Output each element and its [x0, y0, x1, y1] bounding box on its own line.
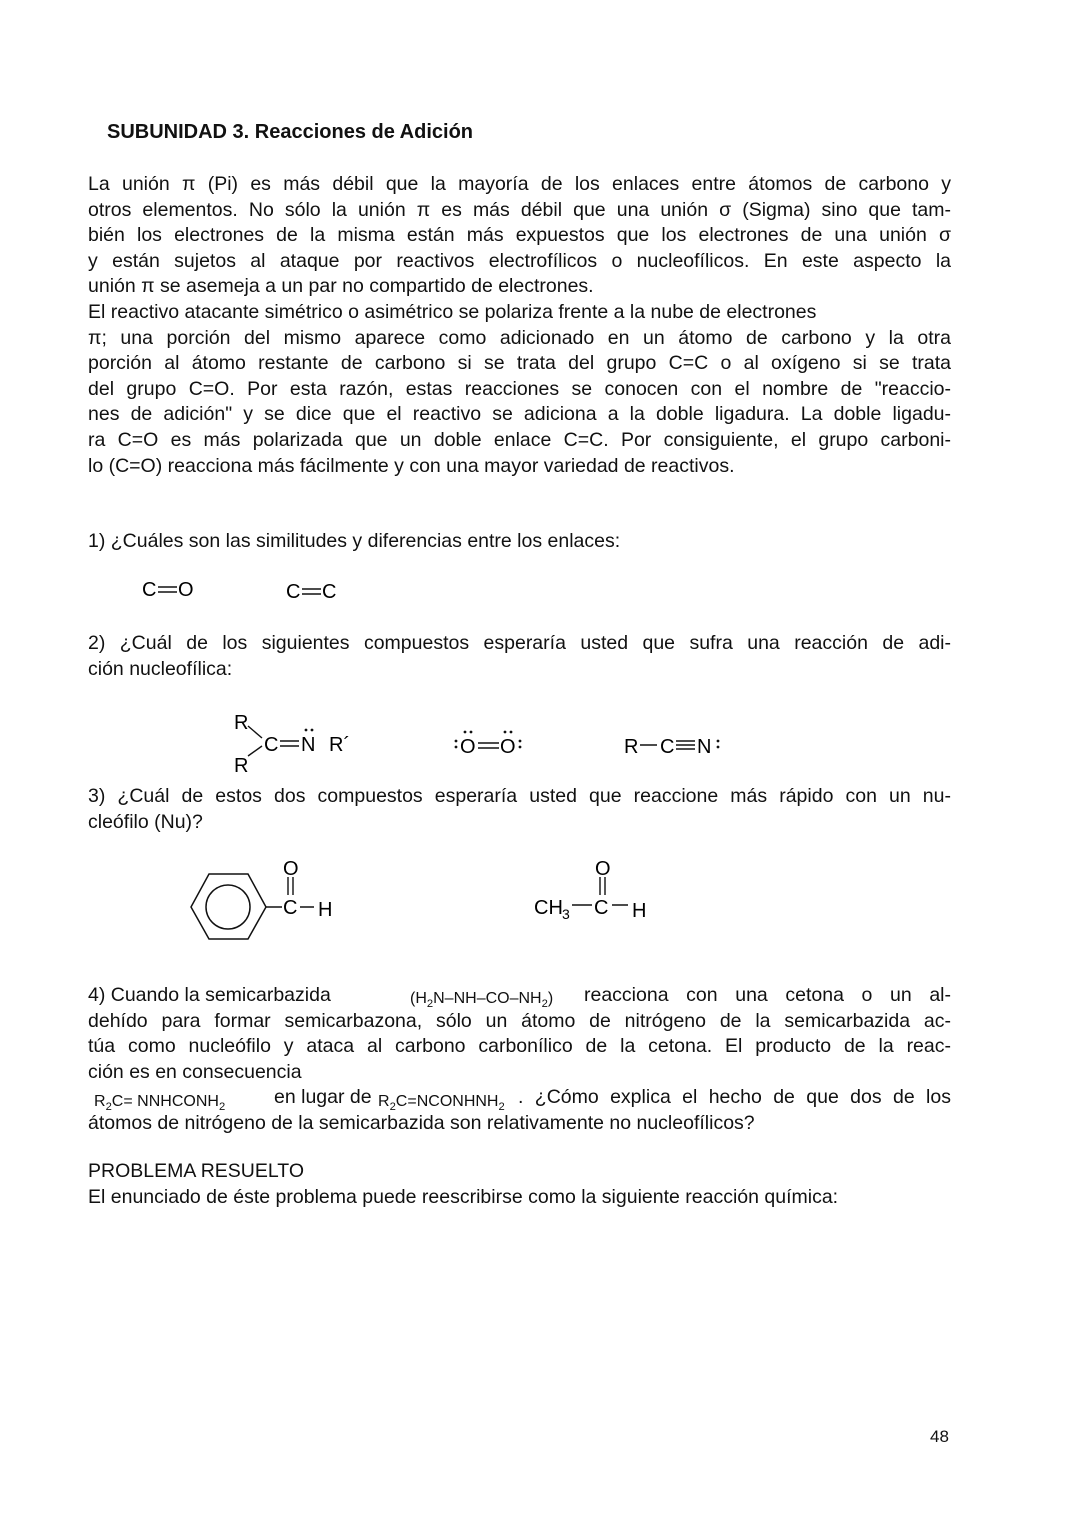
svg-text:3: 3: [562, 906, 570, 922]
intro-paragraph: [88, 172, 951, 479]
svg-text:H: H: [318, 899, 333, 921]
text-line: ra C=O es más polarizada que un doble enlace C=C. Por consiguiente, el grupo carboni-: [88, 428, 951, 451]
oxygen-molecule-structure: [452, 728, 532, 760]
question-2: [88, 631, 951, 682]
bond-c-c: [286, 579, 340, 609]
text-line: del grupo C=O. Por esta razón, estas reacciones se conocen con el nombre de "reaccio-: [88, 377, 951, 400]
page-title: SUBUNIDAD 3. Reacciones de Adición: [107, 121, 474, 143]
acetaldehyde-structure: [534, 855, 664, 925]
text-segment: en lugar de: [274, 1086, 372, 1109]
text-line: túa como nucleófilo y ataca al carbono carbonílico de la cetona. El producto de la reac-: [88, 1035, 951, 1058]
svg-text:O: O: [460, 736, 476, 758]
question-1: 1) ¿Cuáles son las similitudes y diferencias entre los enlaces:: [88, 530, 621, 552]
text-line: nes de adición" y se dice que el reactivo se adiciona a la doble ligadura. La doble ligadu-: [88, 403, 951, 426]
text-line: El enunciado de éste problema puede reescribirse como la siguiente reacción química:: [88, 1185, 839, 1208]
section-heading: PROBLEMA RESUELTO: [88, 1160, 305, 1182]
svg-text:C: C: [660, 736, 675, 758]
solved-problem: [88, 1159, 951, 1210]
svg-text:O: O: [283, 858, 299, 880]
text-line: La unión π (Pi) es más débil que la mayoría de los enlaces entre átomos de carbono y: [88, 173, 951, 195]
text-line: otros elementos. No sólo la unión π es más débil que una unión σ (Sigma) sino que tam-: [88, 198, 951, 221]
c-double-c-structure: [286, 579, 340, 603]
svg-text:C: C: [142, 579, 157, 601]
text-line: porción al átomo restante de carbono si se trata del grupo C=C o al oxígeno si se trata: [88, 352, 951, 375]
text-line: 3) ¿Cuál de estos dos compuestos esperaría usted que reaccione más rápido con un nu-: [88, 785, 951, 807]
c-double-o-structure: [142, 577, 198, 601]
benzaldehyde-structure: [186, 855, 346, 945]
text-line: átomos de nitrógeno de la semicarbazida son relativamente no nucleofílicos?: [88, 1111, 755, 1134]
svg-text:R´: R´: [329, 734, 351, 756]
svg-text:C: C: [283, 897, 298, 919]
text-line: [88, 1085, 951, 1114]
svg-text:C: C: [286, 581, 301, 603]
text-line: ción es en consecuencia: [88, 1060, 302, 1083]
text-line: cleófilo (Nu)?: [88, 810, 203, 833]
text-line: unión π se asemeja a un par no compartido de electrones.: [88, 275, 594, 298]
svg-text:R: R: [234, 755, 249, 776]
svg-text:O: O: [178, 579, 194, 601]
svg-text:R: R: [234, 712, 249, 734]
alternative-product: $R_2C=NCONHNH_2$: [378, 1093, 505, 1114]
question-4: [88, 983, 951, 1137]
text-line: [88, 983, 951, 1009]
text-line: π; una porción del mismo aparece como adicionado en un átomo de carbono y la otra: [88, 326, 951, 349]
text-line: dehído para formar semicarbazona, sólo un átomo de nitrógeno de la semicarbazida ac-: [88, 1009, 951, 1032]
svg-text:O: O: [595, 858, 611, 880]
semicarbazide-formula: $(H_2N-NH-CO-NH_2)$: [410, 990, 554, 1010]
svg-text:N: N: [301, 734, 316, 756]
text-line: ción nucleofílica:: [88, 657, 233, 680]
text-line: lo (C=O) reacciona más fácilmente y con una mayor variedad de reactivos.: [88, 454, 735, 477]
svg-text:CH: CH: [534, 897, 563, 919]
svg-text:H: H: [632, 900, 647, 922]
svg-text:C: C: [594, 897, 609, 919]
svg-text:R: R: [624, 736, 639, 758]
text-segment: reacciona con una cetona o un al-: [584, 984, 951, 1006]
text-line: El reactivo atacante simétrico o asimétrico se polariza frente a la nube de electrones: [88, 300, 817, 323]
page-number: 48: [930, 1427, 949, 1446]
nitrile-structure: [624, 732, 734, 760]
bond-c-o: [142, 577, 198, 607]
text-segment: 4) Cuando la semicarbazida: [88, 984, 331, 1006]
svg-text:N: N: [697, 736, 712, 758]
imine-structure: [228, 706, 368, 776]
text-line: bién los electrones de la misma están más expuestos que los electrones de una unión σ: [88, 224, 951, 247]
svg-text:C: C: [264, 734, 279, 756]
question-3: [88, 784, 951, 835]
text-line: y están sujetos al ataque por reactivos electrofílicos o nucleofílicos. En este aspecto la: [88, 249, 951, 272]
text-segment: . ¿Cómo explica el hecho de que dos de los: [518, 1086, 951, 1109]
text-line: 2) ¿Cuál de los siguientes compuestos esperaría usted que sufra una reacción de adi-: [88, 632, 951, 654]
svg-text:O: O: [500, 736, 516, 758]
svg-text:C: C: [322, 581, 337, 603]
semicarbazone-product: $R_2C=$ $NNHCONH_2$: [94, 1093, 226, 1114]
